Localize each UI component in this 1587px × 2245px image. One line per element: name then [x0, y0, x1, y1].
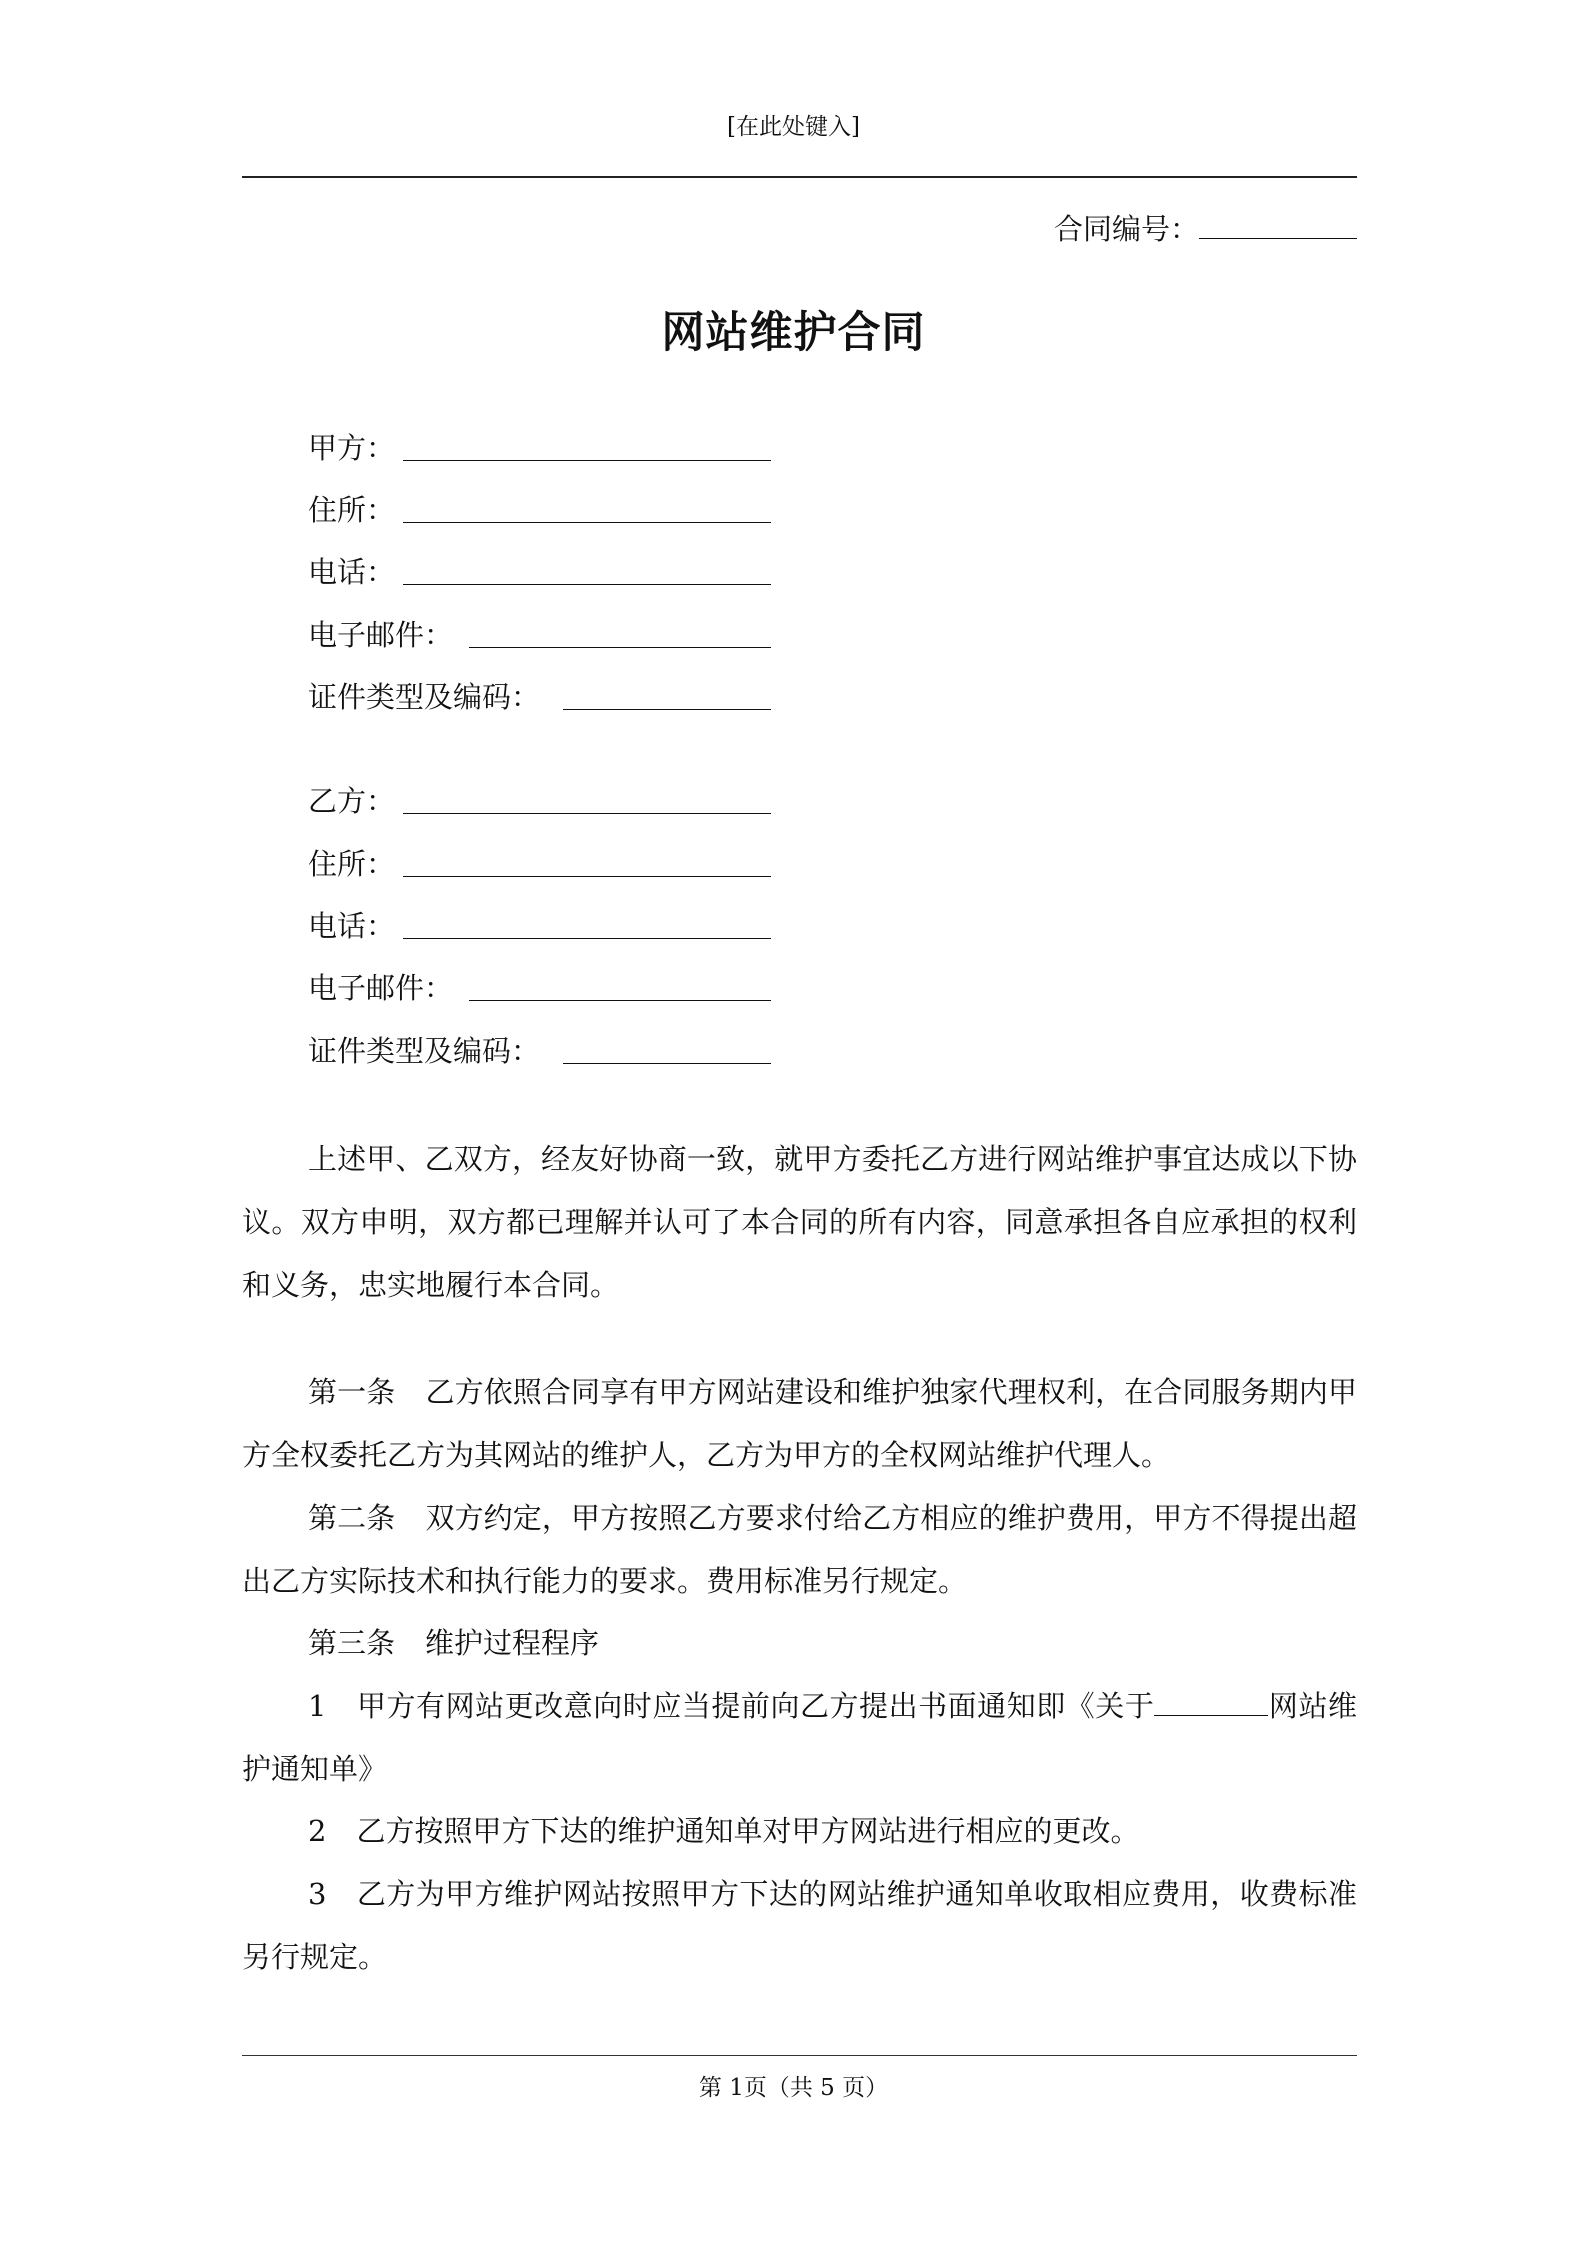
- party-a-id-blank: [563, 679, 771, 710]
- party-b-email-blank: [469, 970, 771, 1001]
- article-1-text: 乙方依照合同享有甲方网站建设和维护独家代理权利，在合同服务期内甲方全权委托乙方为其网站的维护人，乙方为甲方的全权网站维护代理人。: [242, 1375, 1357, 1472]
- article-1: [242, 1361, 1357, 1487]
- party-b-name-field: [308, 781, 395, 821]
- item-3-number: 3: [308, 1877, 327, 1911]
- party-b-id-field: [308, 1031, 540, 1071]
- party-b-address-label: 住所：: [308, 847, 396, 881]
- item-3: [242, 1863, 1357, 1989]
- contract-number-blank: [1199, 208, 1357, 239]
- party-a-phone-label: 电话：: [308, 555, 396, 589]
- header-divider: [242, 176, 1357, 178]
- article-1-title: 第一条: [308, 1375, 396, 1409]
- item-3-text: 乙方为甲方维护网站按照甲方下达的网站维护通知单收取相应费用，收费标准另行规定。: [242, 1877, 1357, 1974]
- item-1-blank: [1154, 1685, 1268, 1716]
- page-footer: 第 1页（共 5 页）: [698, 2075, 889, 2101]
- party-b-address-field: [308, 844, 395, 884]
- item-1-text-b: 网站维护通知单》: [242, 1689, 1357, 1786]
- party-b-id-blank: [563, 1033, 771, 1064]
- party-b-id-label: 证件类型及编码：: [308, 1034, 541, 1068]
- article-3-title: 第三条: [308, 1626, 396, 1660]
- article-2-title: 第二条: [308, 1501, 396, 1535]
- item-2: [242, 1800, 1357, 1863]
- party-b-email-field: [308, 968, 453, 1008]
- footer-divider: [242, 2055, 1357, 2056]
- item-2-text: 乙方按照甲方下达的维护通知单对甲方网站进行相应的更改。: [356, 1814, 1140, 1848]
- party-a-name-blank: [403, 430, 771, 461]
- party-a-email-field: [308, 615, 453, 655]
- article-3-text: 维护过程程序: [425, 1626, 600, 1660]
- item-1: [242, 1675, 1357, 1801]
- party-b-address-blank: [403, 846, 771, 877]
- article-3: [242, 1612, 1357, 1675]
- party-a-address-field: [308, 490, 395, 530]
- article-2-text: 双方约定，甲方按照乙方要求付给乙方相应的维护费用，甲方不得提出超出乙方实际技术和执行能力的要求。费用标准另行规定。: [242, 1501, 1357, 1598]
- party-a-id-label: 证件类型及编码：: [308, 680, 541, 714]
- party-b-name-blank: [403, 783, 771, 814]
- contract-number-label: 合同编号：: [1053, 212, 1199, 246]
- party-a-address-blank: [403, 492, 771, 523]
- party-b-name-label: 乙方：: [308, 784, 396, 818]
- party-a-name-field: [308, 428, 395, 468]
- party-a-email-label: 电子邮件：: [308, 618, 454, 652]
- party-a-phone-blank: [403, 554, 771, 585]
- party-b-email-label: 电子邮件：: [308, 971, 454, 1005]
- item-1-text-a: 甲方有网站更改意向时应当提前向乙方提出书面通知即《关于: [356, 1689, 1155, 1723]
- item-1-number: 1: [308, 1689, 327, 1723]
- article-2: [242, 1487, 1357, 1613]
- page-header: [在此处键入]: [727, 114, 860, 140]
- party-a-id-field: [308, 677, 540, 717]
- document-title: 网站维护合同: [661, 308, 926, 358]
- party-a-address-label: 住所：: [308, 493, 396, 527]
- party-b-phone-blank: [403, 908, 771, 939]
- party-a-email-blank: [469, 617, 771, 648]
- party-b-phone-label: 电话：: [308, 909, 396, 943]
- intro-paragraph: 上述甲、乙双方，经友好协商一致，就甲方委托乙方进行网站维护事宜达成以下协议。双方申明，双方都已理解并认可了本合同的所有内容，同意承担各自应承担的权利和义务，忠实地履行本合同。: [242, 1142, 1357, 1302]
- contract-number: [1054, 208, 1357, 249]
- party-b-phone-field: [308, 906, 395, 946]
- party-a-phone-field: [308, 552, 395, 592]
- item-2-number: 2: [308, 1814, 327, 1848]
- party-a-name-label: 甲方：: [308, 431, 396, 465]
